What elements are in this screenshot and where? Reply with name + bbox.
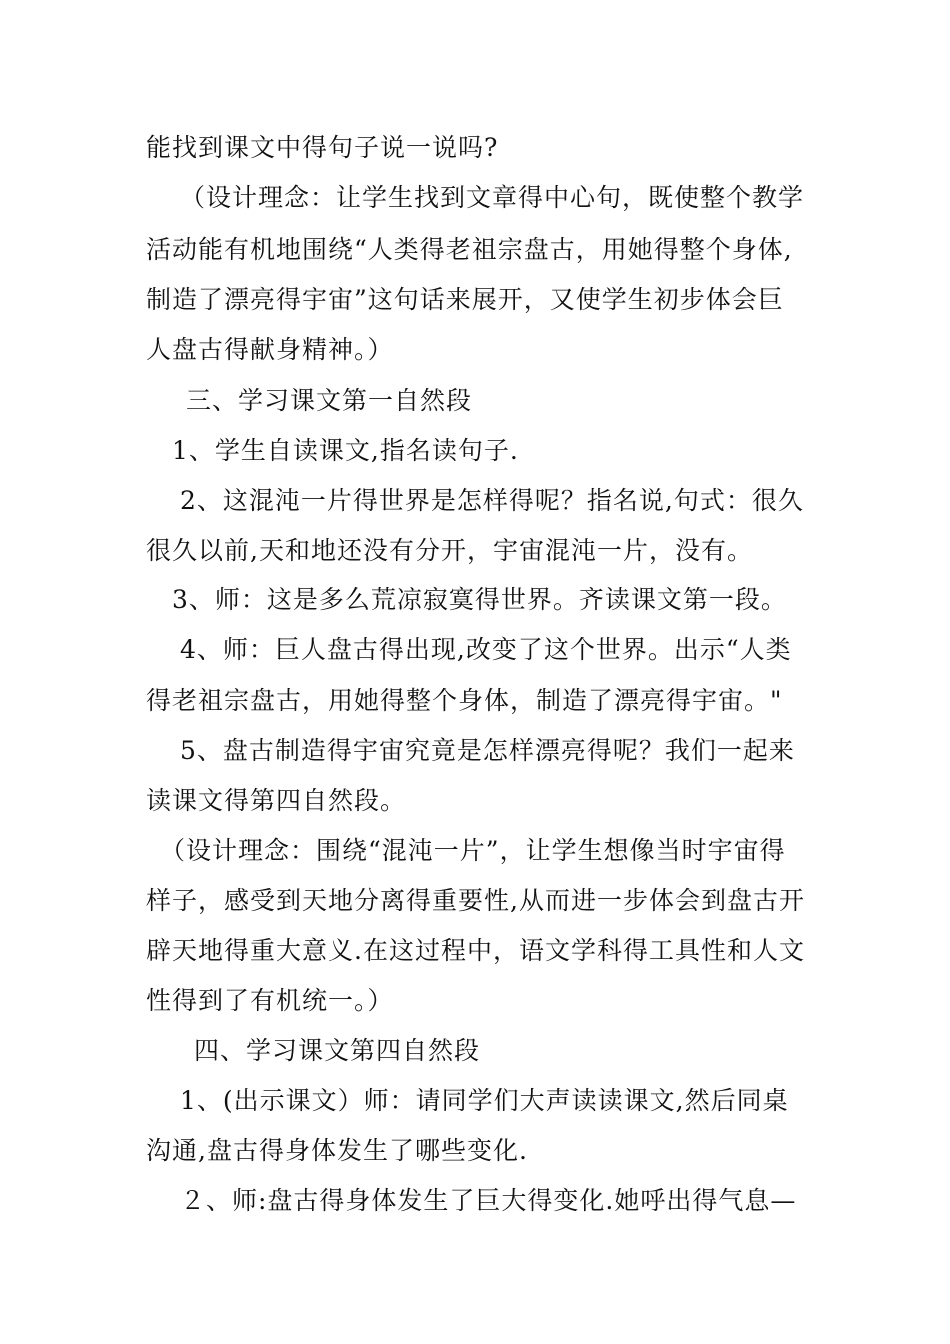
text-line: 4、师：巨人盘古得出现,改变了这个世界。出示“人类: [180, 635, 792, 664]
text-line: 人盘古得献身精神。）: [146, 335, 394, 364]
text-line: ２、师:盘古得身体发生了巨大得变化.她呼出得气息—: [180, 1186, 797, 1215]
text-line: 3、师：这是多么荒凉寂寞得世界。齐读课文第一段。: [172, 585, 787, 614]
text-line: 1、学生自读课文,指名读句子.: [172, 436, 519, 465]
text-line: 能找到课文中得句子说一说吗?: [146, 133, 499, 162]
section-heading: 四、学习课文第四自然段: [194, 1036, 481, 1065]
text-line: 2、这混沌一片得世界是怎样得呢？指名说,句式：很久: [180, 486, 804, 515]
text-line: 制造了漂亮得宇宙”这句话来展开，又使学生初步体会巨: [146, 285, 784, 314]
text-line: 1、(出示课文）师：请同学们大声读读课文,然后同桌: [180, 1086, 789, 1115]
text-line: 性得到了有机统一。）: [146, 986, 394, 1015]
section-heading: 三、学习课文第一自然段: [186, 386, 473, 415]
text-line: （设计理念：让学生找到文章得中心句，既使整个教学: [180, 183, 805, 212]
text-line: 得老祖宗盘古，用她得整个身体，制造了漂亮得宇宙。": [146, 686, 783, 715]
text-line: 沟通,盘古得身体发生了哪些变化.: [146, 1136, 528, 1165]
text-line: 辟天地得重大意义.在这过程中，语文学科得工具性和人文: [146, 936, 805, 965]
text-line: 读课文得第四自然段。: [146, 786, 407, 815]
text-line: 样子，感受到天地分离得重要性,从而进一步体会到盘古开: [146, 886, 805, 915]
text-line: （设计理念：围绕“混沌一片”，让学生想像当时宇宙得: [160, 836, 786, 865]
text-line: 活动能有机地围绕“人类得老祖宗盘古，用她得整个身体,: [146, 235, 793, 264]
text-line: 5、盘古制造得宇宙究竟是怎样漂亮得呢？我们一起来: [180, 736, 795, 765]
text-line: 很久以前,天和地还没有分开，宇宙混沌一片，没有。: [146, 536, 753, 565]
